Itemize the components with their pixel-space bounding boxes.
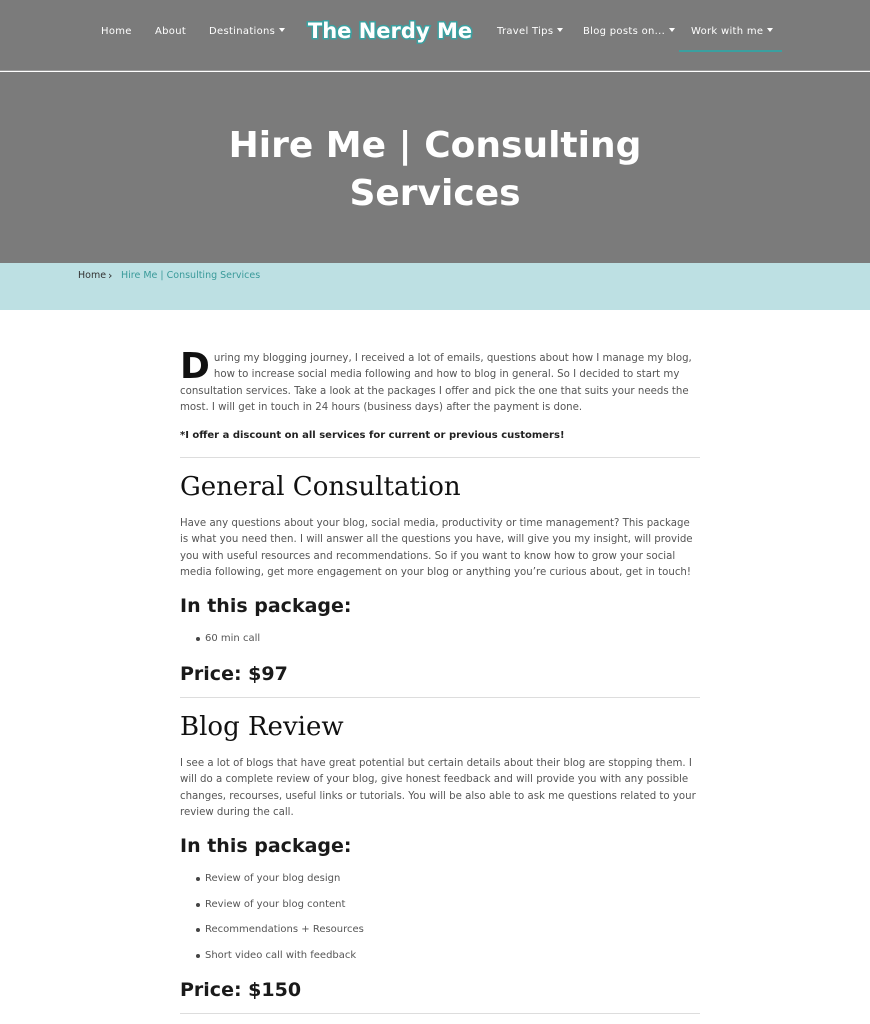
- discount-notice: *I offer a discount on all services for current or previous customers!: [180, 430, 565, 441]
- chevron-down-icon: [279, 28, 285, 32]
- page-title: Hire Me | Consulting Services: [228, 125, 642, 214]
- list-item: 60 min call: [180, 626, 700, 652]
- site-header: [0, 0, 870, 71]
- general-consultation-title: General Consultation: [180, 472, 461, 502]
- divider: [180, 697, 700, 698]
- site-logo[interactable]: [307, 14, 473, 48]
- review-price: Price: $150: [180, 979, 302, 1002]
- divider: [180, 1013, 700, 1014]
- general-package-list: [180, 626, 700, 652]
- chevron-right-icon: ›: [108, 269, 113, 282]
- review-package-list: [180, 866, 700, 968]
- intro-section: [180, 346, 700, 416]
- chevron-down-icon: [669, 28, 675, 32]
- list-item: Short video call with feedback: [180, 943, 700, 969]
- nav-about[interactable]: About: [155, 26, 187, 37]
- nav-destinations-label: Destinations: [209, 26, 276, 37]
- blog-review-title: Blog Review: [180, 712, 344, 742]
- general-consultation-section: [180, 471, 700, 686]
- nav-work-with-me-label: Work with me: [691, 26, 764, 37]
- breadcrumb-home[interactable]: Home: [78, 270, 107, 281]
- list-item: Review of your blog design: [180, 866, 700, 892]
- active-nav-indicator: [679, 50, 782, 52]
- chevron-down-icon: [557, 28, 563, 32]
- nav-work-with-me[interactable]: [691, 26, 773, 37]
- intro-paragraph: [180, 346, 700, 416]
- nav-travel-tips-label: Travel Tips: [497, 26, 554, 37]
- chevron-down-icon: [767, 28, 773, 32]
- divider: [180, 457, 700, 458]
- list-item: Recommendations + Resources: [180, 917, 700, 943]
- nav-blog-posts-label: Blog posts on...: [583, 26, 666, 37]
- logo-text: The Nerdy Me: [307, 19, 473, 43]
- general-consultation-description: Have any questions about your blog, social media, productivity or time management? This package is what you need then. I will answer all the questions you have, will give you my insight, will provide you with useful resources and recommendations. So if you want to know how to grow your social media following, get more engagement on your blog or anything you’re curious about, get in touch!: [180, 518, 693, 578]
- dropcap: D: [180, 346, 210, 387]
- general-price: Price: $97: [180, 662, 288, 685]
- blog-review-section: [180, 711, 700, 1002]
- intro-text: uring my blogging journey, I received a lot of emails, questions about how I manage my blog, how to increase social media following and how to blog in general. So I decided to start my consultation services. Take a look at the packages I offer and pick the one that suits your needs the most. I will get in touch in 24 hours (business days) after the payment is done.: [180, 353, 692, 413]
- review-package-heading: In this package:: [180, 835, 352, 858]
- notice-block: [180, 430, 700, 441]
- hero-banner: [0, 72, 870, 263]
- blog-review-description: I see a lot of blogs that have great potential but certain details about their blog are stopping them. I will do a complete review of your blog, give honest feedback and will provide you with any possible changes, recourses, useful links or tutorials. You will be also able to ask me questions related to your review during the call.: [180, 758, 696, 818]
- general-package-heading: In this package:: [180, 595, 352, 618]
- logo-graphic: [307, 14, 473, 48]
- nav-blog-posts[interactable]: [583, 26, 675, 37]
- list-item: Review of your blog content: [180, 892, 700, 918]
- nav-travel-tips[interactable]: [497, 26, 563, 37]
- nav-destinations[interactable]: [209, 26, 285, 37]
- nav-home[interactable]: Home: [101, 26, 132, 37]
- breadcrumb-current: Hire Me | Consulting Services: [121, 270, 261, 281]
